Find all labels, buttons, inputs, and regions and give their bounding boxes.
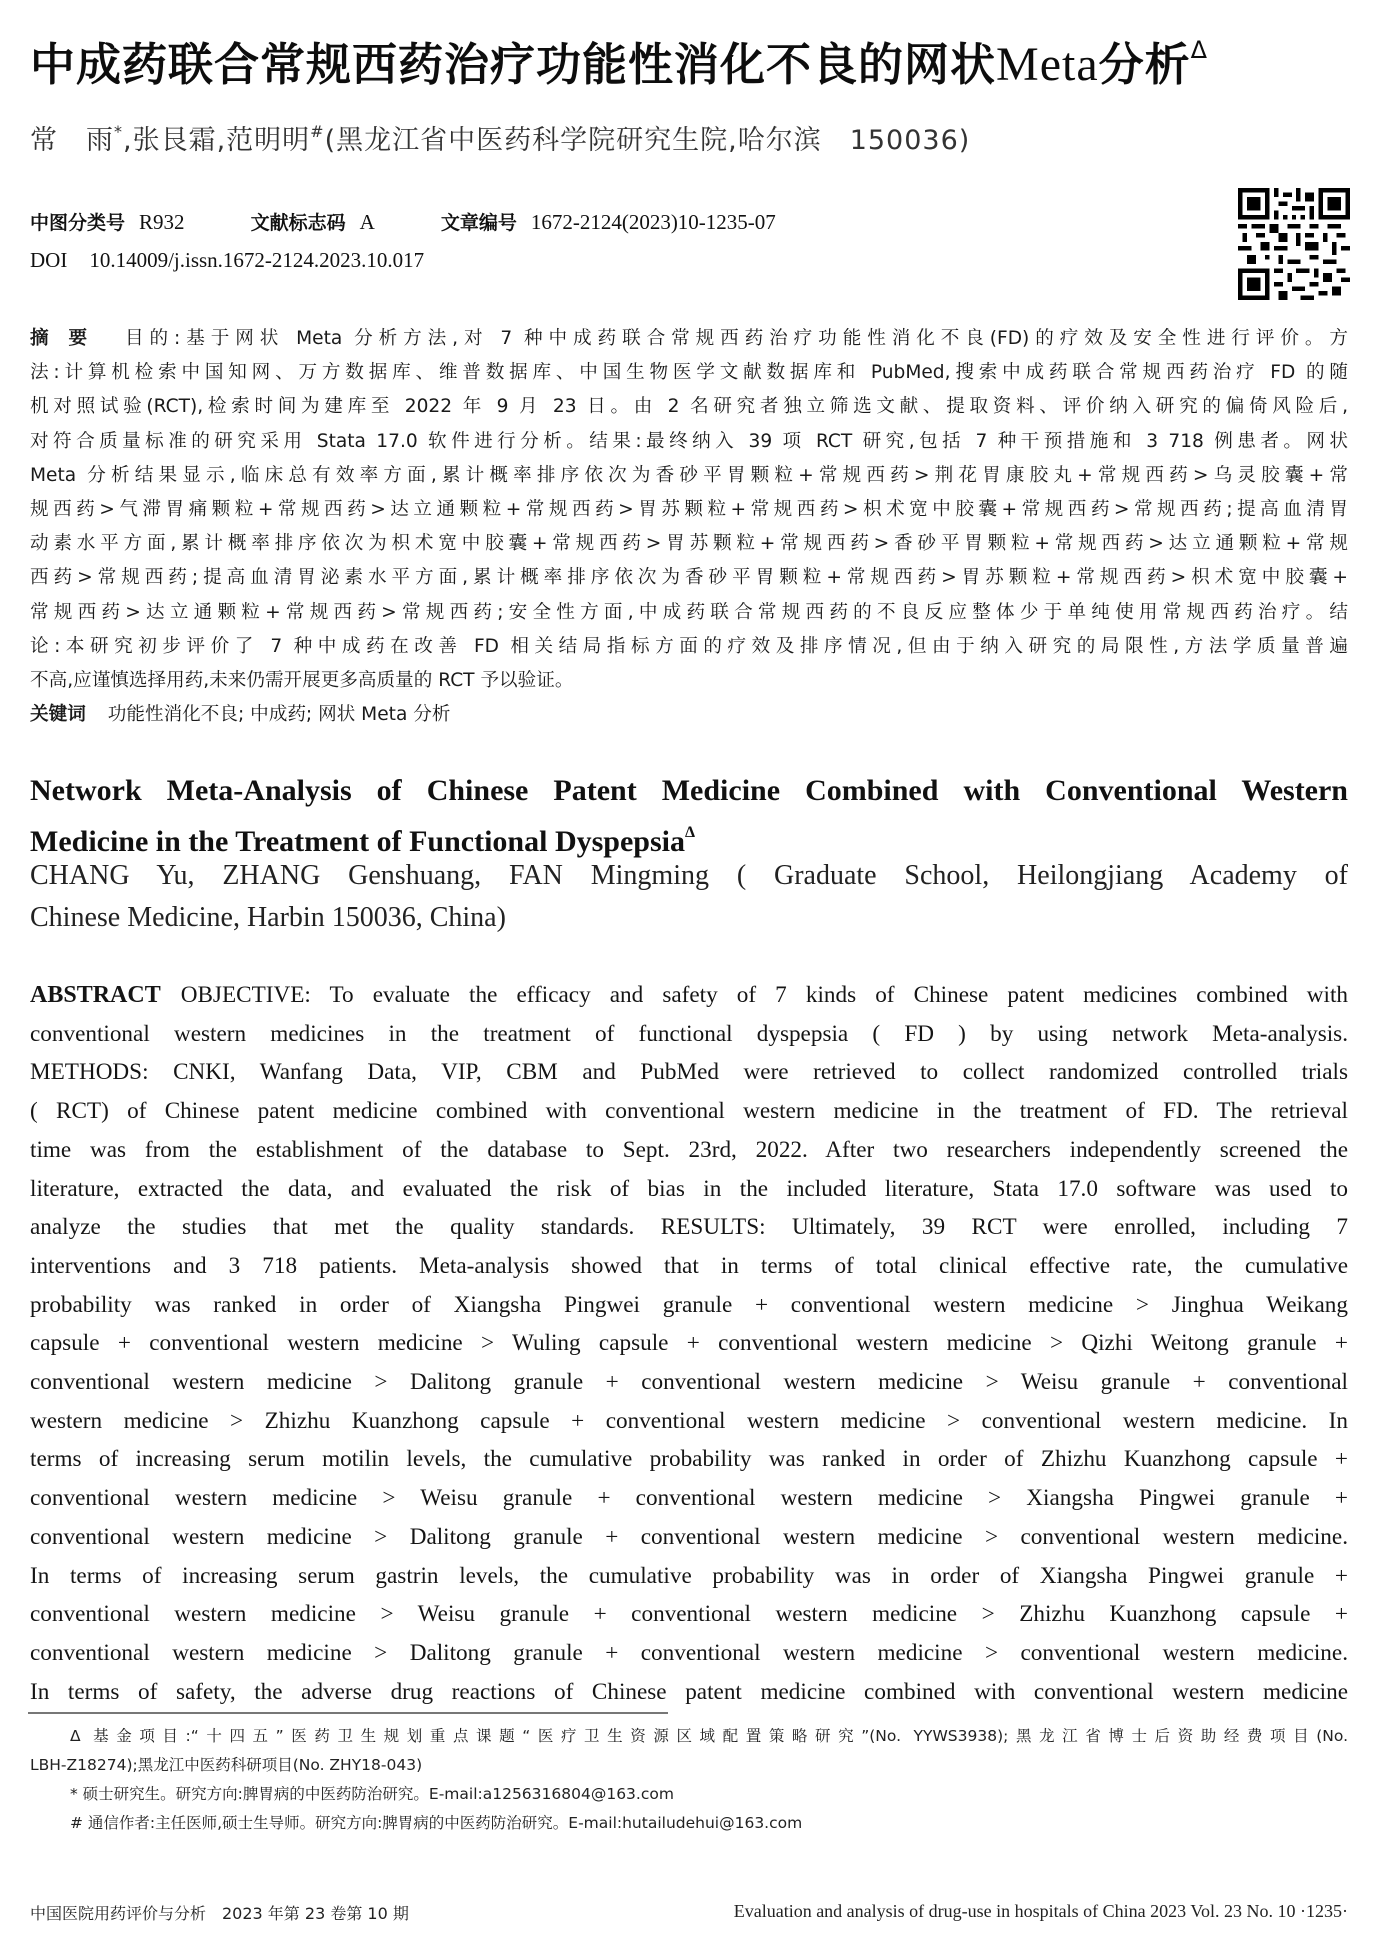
abstract-en-line: conventional western medicine > Weisu granule + conventional western medicine > Zhizhu Kuanzhong capsule + [30, 1601, 1348, 1628]
abstract-en-line: literature, extracted the data, and evaluated the risk of bias in the included literature, Stata 17.0 software was used to [30, 1175, 1348, 1202]
author-1-mark: * [114, 122, 123, 141]
abstract-line: 规西药>气滞胃痛颗粒+常规西药>达立通颗粒+常规西药>胃苏颗粒+常规西药>枳术宽中胶囊+常规西药>常规西药;提高血清胃 [30, 499, 1348, 521]
footnote-fund-cont: LBH-Z18274);黑龙江中医药科研项目(No. ZHY18-043) [30, 1756, 423, 1774]
title-en-line: Medicine in the Treatment of Functional Dyspepsia$^\Delta$ [30, 824, 696, 858]
abstract-en-line: western medicine > Zhizhu Kuanzhong capsule + conventional western medicine > conventional western medicine. In [30, 1407, 1348, 1434]
abstract-line: 摘要 目的:基于网状 Meta 分析方法,对 7 种中成药联合常规西药治疗功能性消化不良(FD)的疗效及安全性进行评价。方 [30, 328, 1348, 349]
qr-code-icon[interactable] [1238, 188, 1350, 300]
doc-code-label: 文献标志码 [250, 212, 346, 234]
footnote-divider [28, 1712, 668, 1714]
affiliation-cn: (黑龙江省中医药科学院研究生院,哈尔滨 150036) [324, 125, 971, 156]
abstract-en-line: conventional western medicine > Dalitong granule + conventional western medicine > conventional western medicine. [30, 1523, 1348, 1550]
doi-row [30, 248, 484, 273]
clc-label: 中图分类号 [30, 212, 126, 234]
keywords-text: 功能性消化不良; 中成药; 网状 Meta 分析 [107, 704, 451, 726]
author-2-3: ,张艮霜,范明明 [123, 125, 311, 156]
abstract-en-line: ABSTRACT OBJECTIVE: To evaluate the efficacy and safety of 7 kinds of Chinese patent medicines combined with [30, 982, 1348, 1008]
corresponding-mark: # [310, 122, 325, 141]
abstract-en-line: terms of increasing serum motilin levels, the cumulative probability was ranked in order of Zhizhu Kuanzhong capsule + [30, 1446, 1348, 1473]
authors-en-line: CHANG Yu, ZHANG Genshuang, FAN Mingming ( Graduate School, Heilongjiang Academy of [30, 860, 1348, 891]
abstract-line: 机对照试验(RCT),检索时间为建库至 2022 年 9 月 23 日。由 2 名研究者独立筛选文献、提取资料、评价纳入研究的偏倚风险后, [30, 396, 1348, 418]
keywords-line [30, 698, 1348, 732]
doi-label: DOI [30, 248, 68, 272]
title-en-fund-mark: Δ [685, 824, 696, 841]
abstract-en-line: In terms of increasing serum gastrin levels, the cumulative probability was in order of Xiangsha Pingwei granule + [30, 1562, 1348, 1589]
keywords-label: 关键词 [30, 704, 86, 726]
article-title-cn [30, 28, 1350, 93]
abstract-en-line: capsule + conventional western medicine > Wuling capsule + conventional western medicine > Qizhi Weitong granule + [30, 1330, 1348, 1357]
abstract-en-line: METHODS: CNKI, Wanfang Data, VIP, CBM and PubMed were retrieved to collect randomized controlled trials [30, 1059, 1348, 1086]
journal-name-en: Evaluation and analysis of drug-use in hospitals of China 2023 Vol. 23 No. 10 ·1235· [733, 1901, 1348, 1921]
abstract-en-line: conventional western medicines in the treatment of functional dyspepsia ( FD ) by using network Meta-analysis. [30, 1020, 1348, 1047]
footnotes [30, 1722, 1348, 1838]
chinese-abstract [30, 322, 1348, 732]
abstract-line: Meta 分析结果显示,临床总有效率方面,累计概率排序依次为香砂平胃颗粒+常规西药>荆花胃康胶丸+常规西药>乌灵胶囊+常 [30, 464, 1348, 486]
footnote-first-author: * 硕士研究生。研究方向:脾胃病的中医药防治研究。E-mail:a1256316804@163.com [70, 1785, 674, 1803]
abstract-label: 摘要 [30, 328, 108, 349]
abstract-line: 西药>常规西药;提高血清胃泌素水平方面,累计概率排序依次为香砂平胃颗粒+常规西药>胃苏颗粒+常规西药>枳术宽中胶囊+ [30, 567, 1348, 589]
title-fund-mark: Δ [1190, 36, 1209, 64]
abstract-en-line: probability was ranked in order of Xiangsha Pingwei granule + conventional western medicine > Jinghua Weikang [30, 1291, 1348, 1318]
abstract-en-line: conventional western medicine > Weisu granule + conventional western medicine > Xiangsha Pingwei granule + [30, 1485, 1348, 1512]
abstract-en-line: conventional western medicine > Dalitong granule + conventional western medicine > conventional western medicine. [30, 1639, 1348, 1666]
title-en-line: Network Meta-Analysis of Chinese Patent Medicine Combined with Conventional Western [30, 774, 1348, 807]
abstract-line: 动素水平方面,累计概率排序依次为枳术宽中胶囊+常规西药>胃苏颗粒+常规西药>香砂平胃颗粒+常规西药>达立通颗粒+常规 [30, 533, 1348, 555]
english-abstract [30, 976, 1348, 1711]
abstract-en-line: In terms of safety, the adverse drug reactions of Chinese patent medicine combined with conventional western medicine [30, 1678, 1348, 1705]
journal-name-cn: 中国医院用药评价与分析 2023 年第 23 卷第 10 期 [30, 1904, 409, 1923]
abstract-en-line: interventions and 3 718 patients. Meta-analysis showed that in terms of total clinical effective rate, the cumulative [30, 1252, 1348, 1279]
abstract-line: 论:本研究初步评价了 7 种中成药在改善 FD 相关结局指标方面的疗效及排序情况,但由于纳入研究的局限性,方法学质量普遍 [30, 635, 1348, 657]
authors-en [30, 855, 1348, 939]
footnote-corresponding-author: # 通信作者:主任医师,硕士生导师。研究方向:脾胃病的中医药防治研究。E-mail:hutailudehui@163.com [70, 1814, 803, 1832]
abstract-line: 法:计算机检索中国知网、万方数据库、维普数据库、中国生物医学文献数据库和 PubMed,搜索中成药联合常规西药治疗 FD 的随 [30, 362, 1348, 384]
article-no-label: 文章编号 [440, 212, 517, 234]
article-no-value: 1672-2124(2023)10-1235-07 [530, 210, 776, 234]
article-title-en [30, 770, 1348, 863]
classification-row [30, 208, 836, 235]
title-tail: 分析 [1098, 38, 1191, 91]
doi-value[interactable]: 10.14009/j.issn.1672-2124.2023.10.017 [89, 248, 425, 272]
title-meta-word: Meta [996, 38, 1099, 91]
abstract-line: 常规西药>达立通颗粒+常规西药>常规西药;安全性方面,中成药联合常规西药的不良反应整体少于单纯使用常规西药治疗。结 [30, 601, 1348, 623]
author-1: 常 雨 [30, 125, 114, 156]
abstract-en-line: analyze the studies that met the quality standards. RESULTS: Ultimately, 39 RCT were enrolled, including 7 [30, 1214, 1348, 1241]
abstract-line: 不高,应谨慎选择用药,未来仍需开展更多高质量的 RCT 予以验证。 [30, 670, 574, 692]
abstract-en-label: ABSTRACT [30, 982, 161, 1008]
abstract-en-line: conventional western medicine > Dalitong granule + conventional western medicine > Weisu granule + conventional [30, 1369, 1348, 1396]
authors-cn [30, 118, 970, 157]
clc-value: R932 [139, 210, 185, 234]
title-text: 中成药联合常规西药治疗功能性消化不良的网状 [30, 38, 997, 91]
authors-en-line: Chinese Medicine, Harbin 150036, China) [30, 902, 506, 933]
footnote-fund: Δ 基金项目:“十四五”医药卫生规划重点课题“医疗卫生资源区域配置策略研究”(No. YYWS3938);黑龙江省博士后资助经费项目(No. [70, 1727, 1348, 1745]
abstract-line: 对符合质量标准的研究采用 Stata 17.0 软件进行分析。结果:最终纳入 39 项 RCT 研究,包括 7 种干预措施和 3 718 例患者。网状 [30, 430, 1348, 452]
abstract-en-line: ( RCT) of Chinese patent medicine combined with conventional western medicine in the treatment of FD. The retrieval [30, 1098, 1348, 1125]
doc-code-value: A [359, 210, 375, 234]
abstract-en-line: time was from the establishment of the database to Sept. 23rd, 2022. After two researchers independently screened the [30, 1136, 1348, 1163]
